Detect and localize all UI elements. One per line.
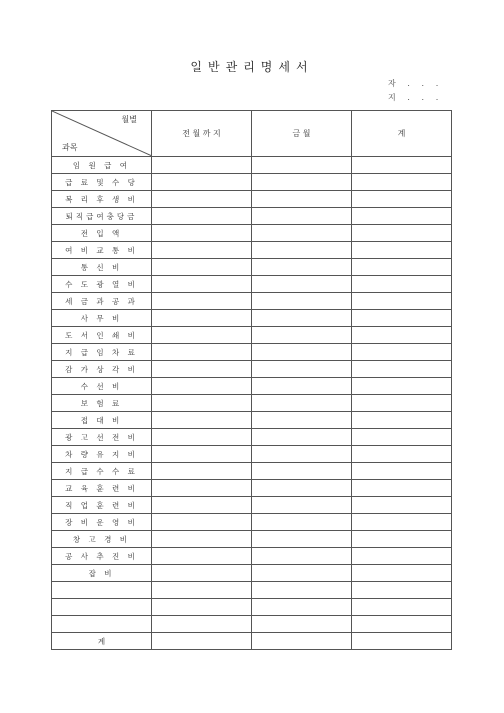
row-subject-label: 통 신 비 xyxy=(52,259,152,276)
table-row xyxy=(52,327,452,344)
table-row xyxy=(52,463,452,480)
cell-total[interactable] xyxy=(352,429,452,446)
cell-prev[interactable] xyxy=(152,548,252,565)
table-row xyxy=(52,293,452,310)
row-subject-label: 여 비 교 통 비 xyxy=(52,242,152,259)
cell-total[interactable] xyxy=(352,293,452,310)
cell-current[interactable] xyxy=(252,276,352,293)
cell-total[interactable] xyxy=(352,174,452,191)
cell-total[interactable] xyxy=(352,191,452,208)
table-row xyxy=(52,565,452,582)
table-header-row xyxy=(52,111,452,157)
column-header-prev: 전 월 까 지 xyxy=(152,111,252,157)
table-row xyxy=(52,174,452,191)
cell-current[interactable] xyxy=(252,531,352,548)
cell-current[interactable] xyxy=(252,174,352,191)
row-subject-label: 세 금 과 공 과 xyxy=(52,293,152,310)
cell-prev[interactable] xyxy=(152,208,252,225)
table-row xyxy=(52,361,452,378)
cell-prev[interactable] xyxy=(152,242,252,259)
cell-prev[interactable] xyxy=(152,463,252,480)
table-row xyxy=(52,344,452,361)
cell-total[interactable] xyxy=(352,225,452,242)
cell-current[interactable] xyxy=(252,259,352,276)
expense-ledger-table xyxy=(51,110,452,650)
row-subject-label xyxy=(52,599,152,616)
cell-total[interactable] xyxy=(352,412,452,429)
cell-current[interactable] xyxy=(252,395,352,412)
total-cell-prev[interactable] xyxy=(152,633,252,650)
row-subject-label xyxy=(52,616,152,633)
total-row xyxy=(52,633,452,650)
cell-current[interactable] xyxy=(252,344,352,361)
cell-total[interactable] xyxy=(352,480,452,497)
row-subject-label: 직 업 훈 련 비 xyxy=(52,497,152,514)
cell-current[interactable] xyxy=(252,225,352,242)
cell-total[interactable] xyxy=(352,582,452,599)
cell-current[interactable] xyxy=(252,327,352,344)
row-subject-label: 접 대 비 xyxy=(52,412,152,429)
row-subject-label: 지 급 임 차 료 xyxy=(52,344,152,361)
row-subject-label: 광 고 선 전 비 xyxy=(52,429,152,446)
row-subject-label: 잡 비 xyxy=(52,565,152,582)
row-subject-label: 보 험 료 xyxy=(52,395,152,412)
cell-prev[interactable] xyxy=(152,429,252,446)
cell-prev[interactable] xyxy=(152,293,252,310)
cell-current[interactable] xyxy=(252,157,352,174)
row-subject-label: 장 비 운 영 비 xyxy=(52,514,152,531)
table-row xyxy=(52,582,452,599)
cell-current[interactable] xyxy=(252,463,352,480)
row-subject-label: 복 리 후 생 비 xyxy=(52,191,152,208)
cell-total[interactable] xyxy=(352,361,452,378)
cell-current[interactable] xyxy=(252,514,352,531)
cell-total[interactable] xyxy=(352,327,452,344)
table-row xyxy=(52,599,452,616)
table-row xyxy=(52,412,452,429)
table-row xyxy=(52,157,452,174)
table-row xyxy=(52,242,452,259)
cell-current[interactable] xyxy=(252,446,352,463)
cell-prev[interactable] xyxy=(152,565,252,582)
cell-current[interactable] xyxy=(252,582,352,599)
cell-current[interactable] xyxy=(252,616,352,633)
period-from: 자 . . . xyxy=(388,79,440,88)
cell-prev[interactable] xyxy=(152,599,252,616)
table-row xyxy=(52,310,452,327)
cell-total[interactable] xyxy=(352,446,452,463)
cell-prev[interactable] xyxy=(152,480,252,497)
table-row xyxy=(52,497,452,514)
table-row xyxy=(52,429,452,446)
row-subject-label: 공 사 추 진 비 xyxy=(52,548,152,565)
cell-total[interactable] xyxy=(352,565,452,582)
cell-prev[interactable] xyxy=(152,361,252,378)
table-row xyxy=(52,531,452,548)
cell-prev[interactable] xyxy=(152,310,252,327)
table-row xyxy=(52,225,452,242)
cell-prev[interactable] xyxy=(152,344,252,361)
cell-prev[interactable] xyxy=(152,327,252,344)
row-subject-label: 사 무 비 xyxy=(52,310,152,327)
cell-total[interactable] xyxy=(352,276,452,293)
total-label: 계 xyxy=(52,633,152,650)
row-subject-label: 지 급 수 수 료 xyxy=(52,463,152,480)
row-subject-label: 수 도 광 열 비 xyxy=(52,276,152,293)
period-to: 지 . . . xyxy=(388,93,440,102)
table-row xyxy=(52,395,452,412)
table-row xyxy=(52,191,452,208)
corner-header-cell xyxy=(52,111,152,157)
cell-prev[interactable] xyxy=(152,616,252,633)
cell-prev[interactable] xyxy=(152,225,252,242)
cell-prev[interactable] xyxy=(152,514,252,531)
cell-total[interactable] xyxy=(352,344,452,361)
cell-prev[interactable] xyxy=(152,412,252,429)
cell-prev[interactable] xyxy=(152,378,252,395)
cell-current[interactable] xyxy=(252,242,352,259)
corner-subject-label: 과목 xyxy=(62,143,78,152)
cell-total[interactable] xyxy=(352,259,452,276)
table-row xyxy=(52,616,452,633)
cell-total[interactable] xyxy=(352,599,452,616)
cell-current[interactable] xyxy=(252,378,352,395)
cell-total[interactable] xyxy=(352,531,452,548)
table-row xyxy=(52,548,452,565)
cell-total[interactable] xyxy=(352,242,452,259)
cell-prev[interactable] xyxy=(152,497,252,514)
cell-total[interactable] xyxy=(352,514,452,531)
cell-current[interactable] xyxy=(252,429,352,446)
table-row xyxy=(52,446,452,463)
row-subject-label: 임 원 급 여 xyxy=(52,157,152,174)
total-cell-total[interactable] xyxy=(352,633,452,650)
cell-current[interactable] xyxy=(252,480,352,497)
corner-month-label: 월별 xyxy=(121,115,137,124)
cell-total[interactable] xyxy=(352,497,452,514)
cell-current[interactable] xyxy=(252,565,352,582)
row-subject-label: 차 량 유 지 비 xyxy=(52,446,152,463)
cell-total[interactable] xyxy=(352,378,452,395)
total-cell-current[interactable] xyxy=(252,633,352,650)
cell-current[interactable] xyxy=(252,599,352,616)
cell-total[interactable] xyxy=(352,208,452,225)
cell-current[interactable] xyxy=(252,191,352,208)
cell-prev[interactable] xyxy=(152,157,252,174)
column-header-current: 금 월 xyxy=(252,111,352,157)
cell-current[interactable] xyxy=(252,293,352,310)
row-subject-label: 도 서 인 쇄 비 xyxy=(52,327,152,344)
cell-current[interactable] xyxy=(252,412,352,429)
cell-prev[interactable] xyxy=(152,446,252,463)
column-header-total: 계 xyxy=(352,111,452,157)
cell-total[interactable] xyxy=(352,310,452,327)
table-row xyxy=(52,480,452,497)
cell-current[interactable] xyxy=(252,361,352,378)
cell-total[interactable] xyxy=(352,463,452,480)
row-subject-label: 창 고 경 비 xyxy=(52,531,152,548)
cell-current[interactable] xyxy=(252,208,352,225)
table-row xyxy=(52,378,452,395)
cell-current[interactable] xyxy=(252,310,352,327)
cell-total[interactable] xyxy=(352,395,452,412)
cell-total[interactable] xyxy=(352,616,452,633)
document-title: 일반관리명세서 xyxy=(190,60,314,74)
cell-prev[interactable] xyxy=(152,395,252,412)
table-row xyxy=(52,208,452,225)
cell-prev[interactable] xyxy=(152,276,252,293)
cell-prev[interactable] xyxy=(152,259,252,276)
cell-prev[interactable] xyxy=(152,582,252,599)
cell-total[interactable] xyxy=(352,548,452,565)
row-subject-label: 퇴직급여충당금 xyxy=(52,208,152,225)
table-row xyxy=(52,276,452,293)
row-subject-label xyxy=(52,582,152,599)
row-subject-label: 전 입 액 xyxy=(52,225,152,242)
table-row xyxy=(52,259,452,276)
row-subject-label: 감 가 상 각 비 xyxy=(52,361,152,378)
cell-prev[interactable] xyxy=(152,174,252,191)
cell-total[interactable] xyxy=(352,157,452,174)
row-subject-label: 수 선 비 xyxy=(52,378,152,395)
row-subject-label: 교 육 훈 련 비 xyxy=(52,480,152,497)
cell-current[interactable] xyxy=(252,548,352,565)
cell-current[interactable] xyxy=(252,497,352,514)
cell-prev[interactable] xyxy=(152,531,252,548)
row-subject-label: 급 료 및 수 당 xyxy=(52,174,152,191)
cell-prev[interactable] xyxy=(152,191,252,208)
table-row xyxy=(52,514,452,531)
